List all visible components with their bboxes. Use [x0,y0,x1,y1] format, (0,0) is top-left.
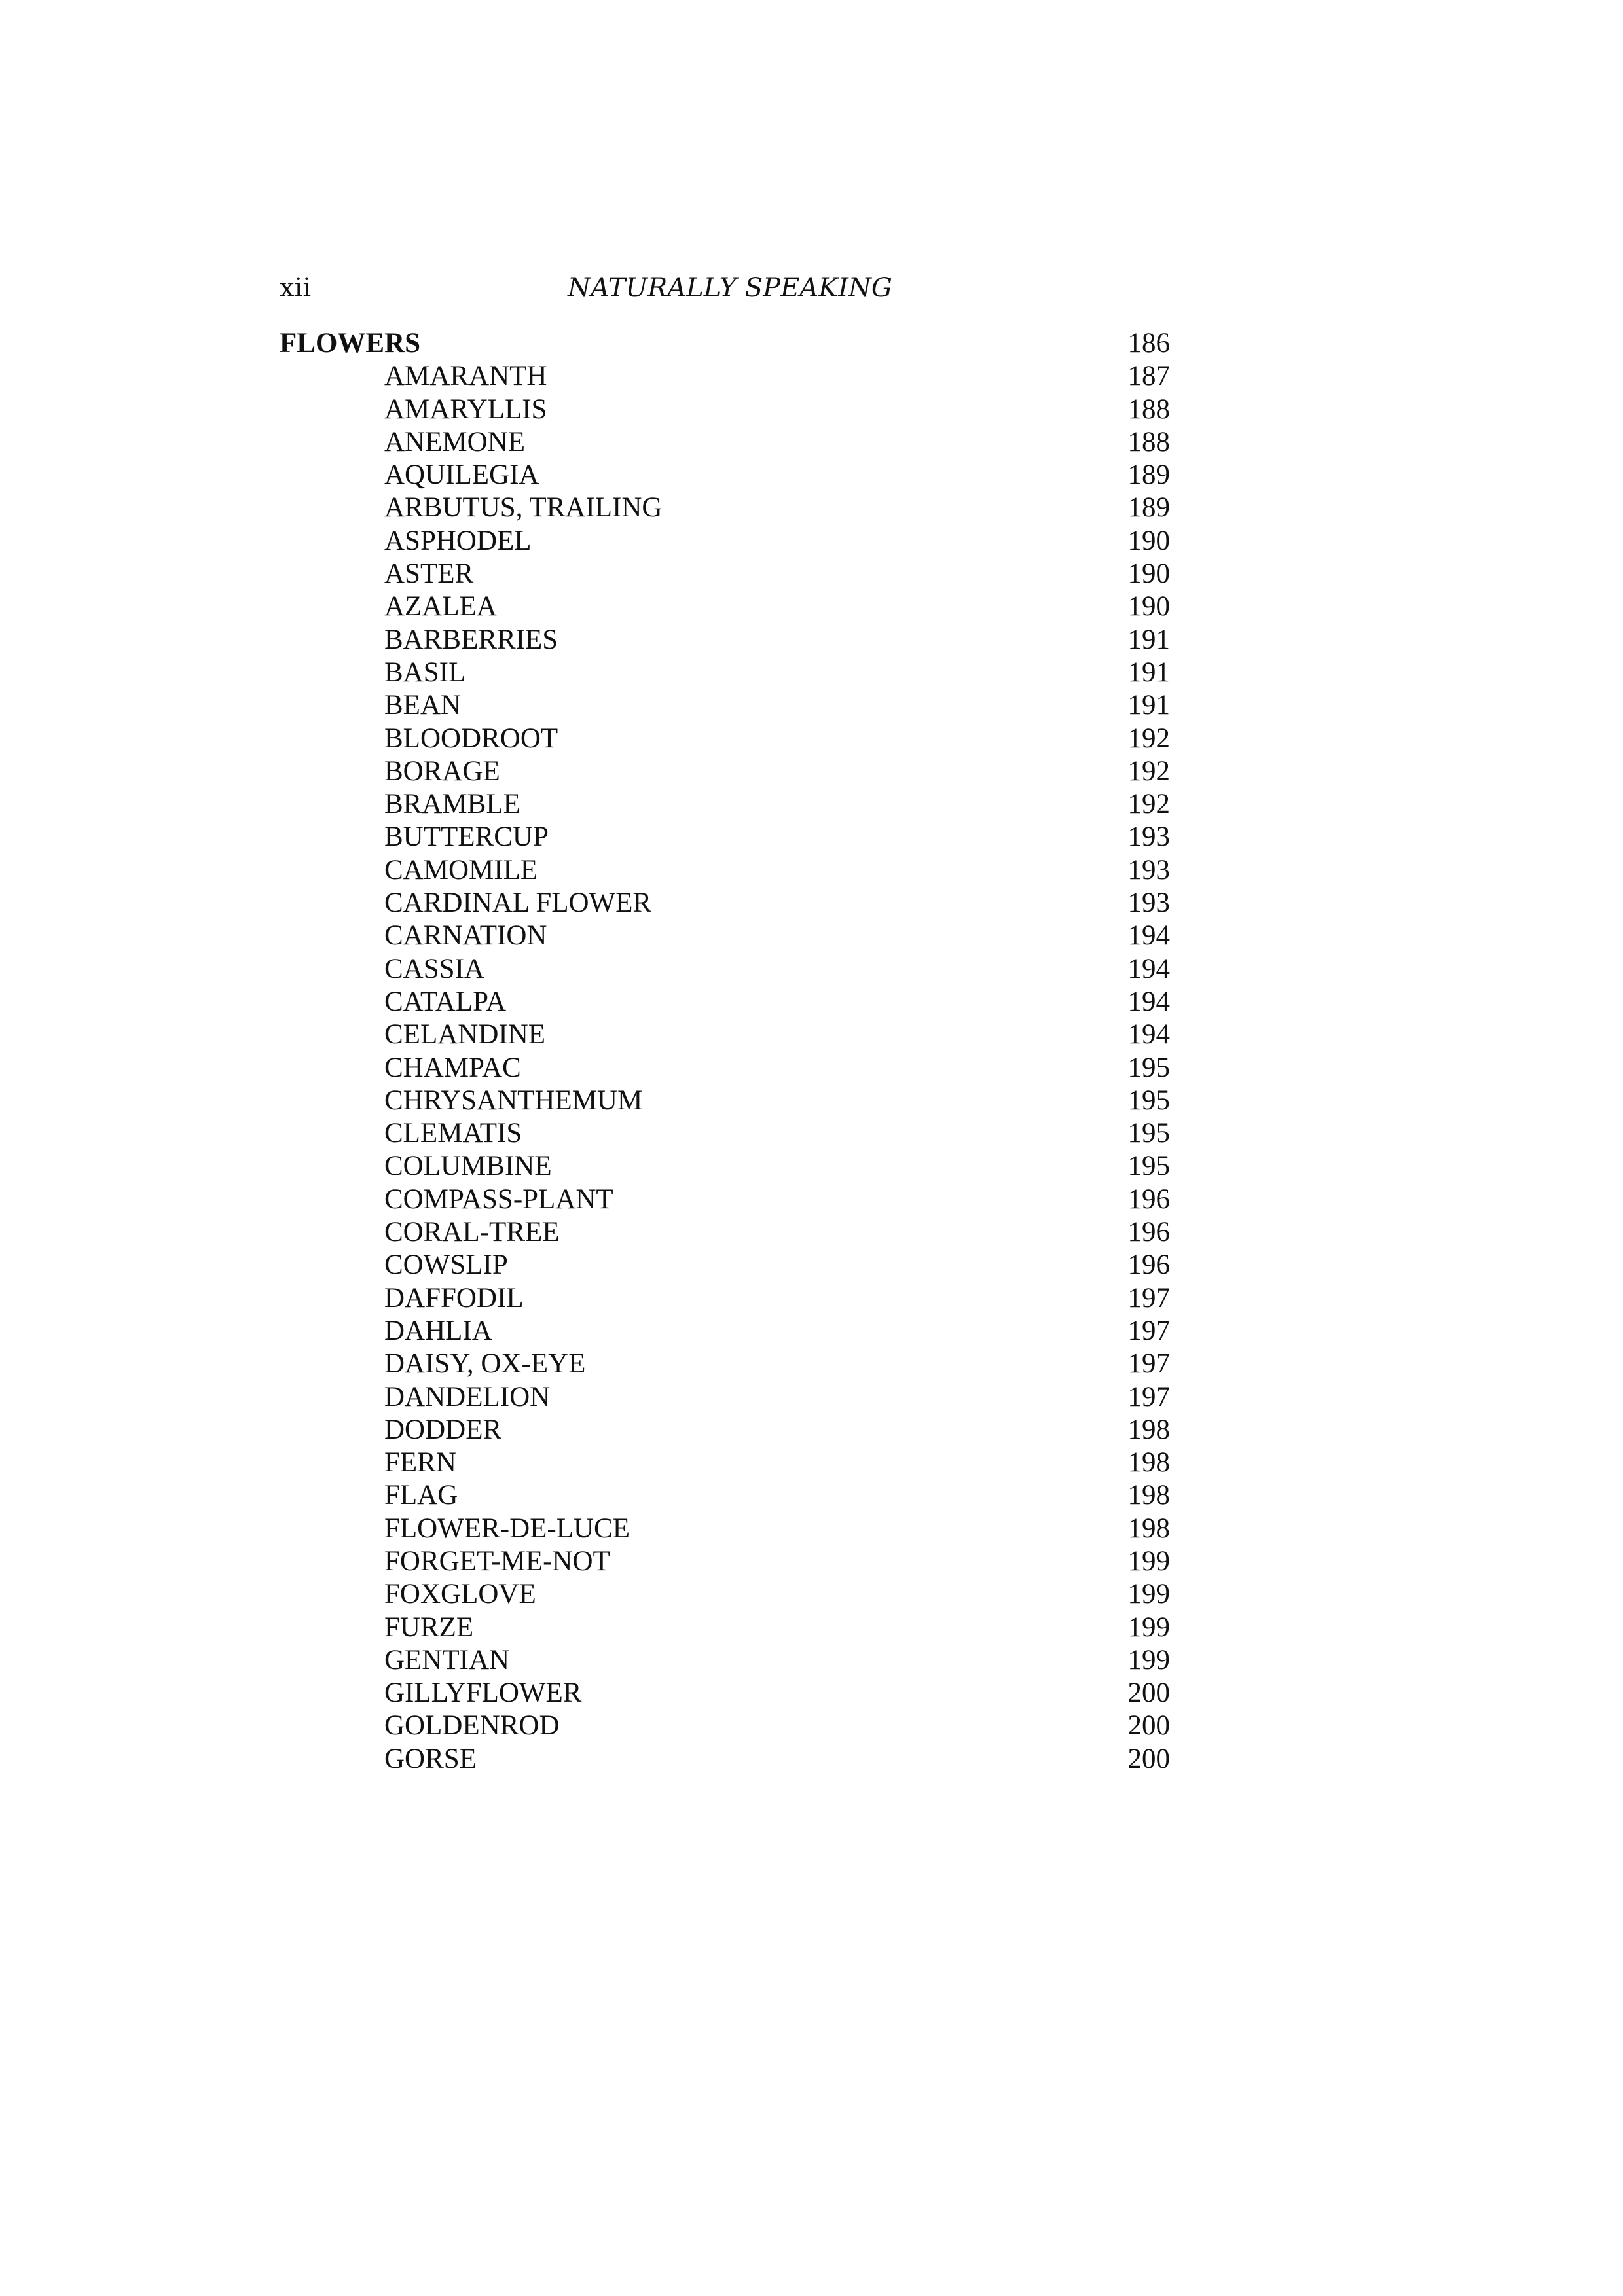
entry-page-number: 198 [1127,1480,1170,1511]
entry-page-number: 198 [1127,1447,1170,1479]
entry-title: ASPHODEL [384,525,532,556]
entry-title: COWSLIP [384,1249,508,1281]
entry-page-number: 194 [1127,920,1170,952]
toc-entry-row [280,689,1170,722]
toc-entry-row [280,1315,1170,1348]
entry-title: COLUMBINE [384,1151,552,1182]
entry-title: CASSIA [384,953,484,984]
toc-entry-row [280,558,1170,590]
toc-entry-list [280,360,1170,1776]
entry-title: FORGET-ME-NOT [384,1545,610,1577]
entry-page-number: 199 [1127,1644,1170,1676]
entry-page-number: 193 [1127,888,1170,919]
entry-page-number: 193 [1127,821,1170,853]
entry-page-number: 187 [1127,361,1170,392]
toc-entry-row [280,1117,1170,1150]
entry-title: BARBERRIES [384,624,558,655]
toc-entry-row [280,360,1170,393]
toc-entry-row [280,1479,1170,1512]
entry-title: BLOODROOT [384,723,558,754]
toc-entry-row [280,1446,1170,1479]
entry-page-number: 196 [1127,1249,1170,1281]
entry-page-number: 195 [1127,1085,1170,1116]
toc-entry-row [280,920,1170,952]
entry-title: GILLYFLOWER [384,1677,582,1709]
toc-entry-row [280,1644,1170,1677]
entry-title: ANEMONE [384,426,525,457]
toc-entry-row [280,1018,1170,1051]
entry-title: CHRYSANTHEMUM [384,1085,643,1116]
toc-entry-row [280,854,1170,887]
toc-entry-row [280,1677,1170,1710]
entry-title: ASTER [384,558,474,590]
entry-page-number: 196 [1127,1217,1170,1248]
entry-page-number: 190 [1127,525,1170,556]
section-page-number: 186 [1127,328,1170,359]
entry-page-number: 196 [1127,1183,1170,1215]
entry-page-number: 199 [1127,1579,1170,1610]
toc-entry-row [280,986,1170,1018]
entry-page-number: 194 [1127,1019,1170,1050]
entry-page-number: 197 [1127,1381,1170,1412]
entry-page-number: 198 [1127,1414,1170,1445]
toc-entry-row [280,624,1170,656]
toc-entry-row [280,393,1170,426]
entry-page-number: 200 [1127,1743,1170,1774]
entry-page-number: 190 [1127,591,1170,622]
entry-title: DAISY, OX-EYE [384,1348,586,1380]
toc-entry-row [280,1052,1170,1085]
entry-title: CELANDINE [384,1019,546,1050]
entry-page-number: 191 [1127,624,1170,655]
toc-entry-row [280,590,1170,623]
table-of-contents [280,327,1170,1776]
toc-entry-row [280,1414,1170,1446]
entry-title: AZALEA [384,591,497,622]
toc-entry-row [280,723,1170,755]
toc-entry-row [280,1743,1170,1776]
entry-page-number: 191 [1127,656,1170,688]
entry-title: BEAN [384,690,462,721]
entry-title: FLOWER-DE-LUCE [384,1513,630,1544]
toc-entry-row [280,953,1170,986]
entry-title: CARNATION [384,920,547,952]
entry-title: GOLDENROD [384,1710,560,1742]
entry-title: AMARANTH [384,361,547,392]
toc-entry-row [280,1150,1170,1183]
entry-page-number: 191 [1127,690,1170,721]
toc-entry-row [280,459,1170,492]
toc-entry-row [280,1545,1170,1578]
toc-entry-row [280,1578,1170,1611]
toc-section-row [280,327,1170,360]
entry-title: FLAG [384,1480,458,1511]
entry-page-number: 197 [1127,1315,1170,1346]
entry-page-number: 199 [1127,1545,1170,1577]
entry-title: CARDINAL FLOWER [384,888,652,919]
entry-title: BASIL [384,656,466,688]
entry-page-number: 200 [1127,1677,1170,1709]
entry-page-number: 189 [1127,459,1170,491]
section-title: FLOWERS [280,328,421,359]
toc-entry-row [280,1085,1170,1117]
entry-title: CLEMATIS [384,1118,522,1149]
running-title: NATURALLY SPEAKING [568,273,892,303]
toc-entry-row [280,656,1170,689]
running-header [280,268,1170,308]
entry-page-number: 192 [1127,789,1170,820]
entry-title: GENTIAN [384,1644,510,1676]
toc-entry-row [280,492,1170,524]
entry-page-number: 193 [1127,854,1170,886]
entry-title: COMPASS-PLANT [384,1183,613,1215]
toc-entry-row [280,788,1170,821]
entry-page-number: 199 [1127,1611,1170,1643]
toc-entry-row [280,887,1170,920]
entry-page-number: 190 [1127,558,1170,590]
entry-title: BORAGE [384,755,500,787]
entry-page-number: 188 [1127,393,1170,425]
entry-title: FURZE [384,1611,474,1643]
entry-title: DODDER [384,1414,502,1445]
toc-entry-row [280,1183,1170,1216]
toc-entry-row [280,1611,1170,1644]
entry-title: BRAMBLE [384,789,520,820]
entry-page-number: 188 [1127,426,1170,457]
entry-page-number: 192 [1127,755,1170,787]
toc-entry-row [280,426,1170,459]
toc-entry-row [280,1513,1170,1545]
entry-page-number: 189 [1127,492,1170,524]
toc-entry-row [280,821,1170,853]
entry-title: FERN [384,1447,456,1479]
entry-page-number: 198 [1127,1513,1170,1544]
entry-title: CAMOMILE [384,854,538,886]
entry-title: CATALPA [384,986,507,1017]
toc-entry-row [280,1710,1170,1742]
entry-page-number: 200 [1127,1710,1170,1742]
entry-title: GORSE [384,1743,477,1774]
toc-entry-row [280,755,1170,788]
entry-page-number: 195 [1127,1151,1170,1182]
entry-page-number: 194 [1127,953,1170,984]
page-folio: xii [280,273,312,303]
toc-entry-row [280,525,1170,558]
entry-page-number: 195 [1127,1052,1170,1083]
entry-title: CORAL-TREE [384,1217,560,1248]
entry-title: AMARYLLIS [384,393,547,425]
entry-title: FOXGLOVE [384,1579,536,1610]
entry-page-number: 195 [1127,1118,1170,1149]
entry-page-number: 197 [1127,1348,1170,1380]
toc-entry-row [280,1348,1170,1380]
toc-entry-row [280,1216,1170,1249]
entry-title: BUTTERCUP [384,821,549,853]
toc-entry-row [280,1282,1170,1315]
toc-entry-row [280,1381,1170,1414]
entry-title: ARBUTUS, TRAILING [384,492,663,524]
entry-page-number: 197 [1127,1282,1170,1314]
entry-title: DAHLIA [384,1315,492,1346]
entry-title: AQUILEGIA [384,459,539,491]
entry-title: DANDELION [384,1381,551,1412]
entry-page-number: 192 [1127,723,1170,754]
entry-title: CHAMPAC [384,1052,521,1083]
toc-entry-row [280,1249,1170,1282]
entry-title: DAFFODIL [384,1282,524,1314]
entry-page-number: 194 [1127,986,1170,1017]
